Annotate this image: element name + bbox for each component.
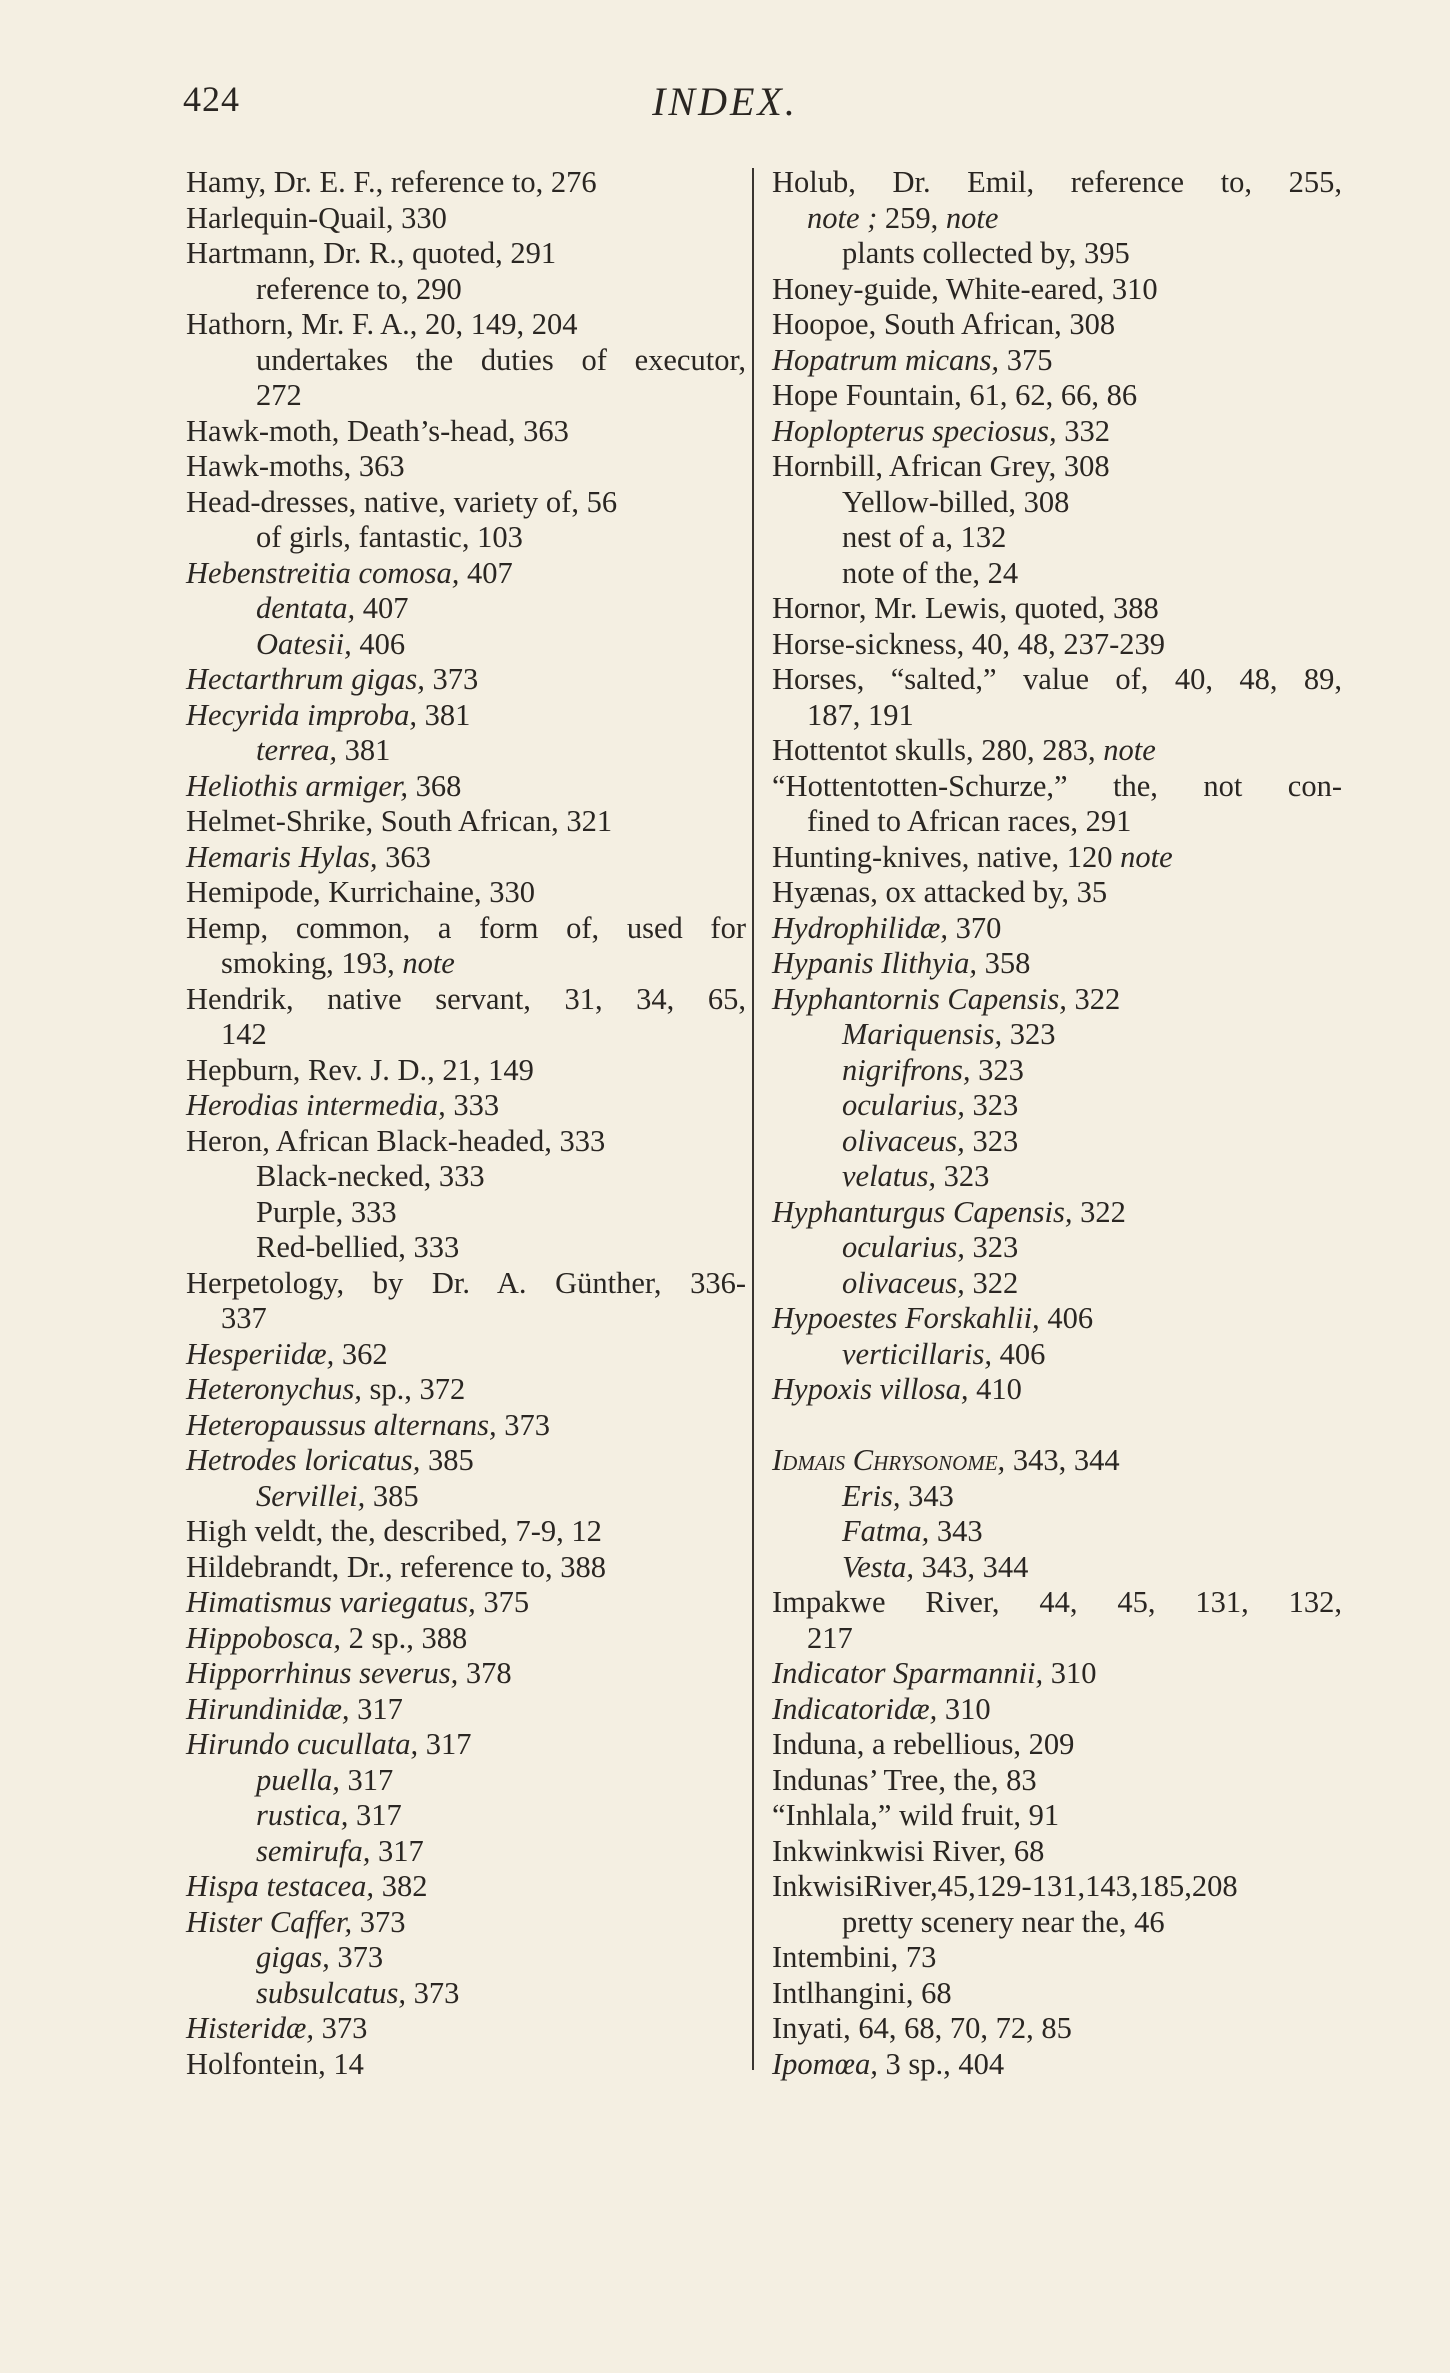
entry-term: Hawk-moth, Death’s-head, 363 (186, 413, 569, 448)
entry-pages: 370 (947, 910, 1002, 945)
index-entry (772, 272, 1342, 308)
index-entry (772, 1976, 1342, 2012)
entry-term: olivaceus, (842, 1265, 965, 1300)
index-entry (772, 1124, 1342, 1160)
index-entry (186, 804, 746, 840)
entry-pages: 373 (329, 1940, 384, 1974)
entry-term: Idmais Chrysonome, (772, 1443, 1006, 1477)
entry-term: Hawk-moths, 363 (186, 449, 405, 483)
index-column-right (772, 165, 1342, 2082)
index-entry (772, 733, 1342, 769)
entry-term: Hister Caffer, (186, 1904, 353, 1939)
entry-term: Hornor, Mr. Lewis, quoted, 388 (772, 591, 1159, 625)
entry-term: Horses, “salted,” value of, 40, 48, 89, (772, 662, 1342, 696)
index-entry (186, 165, 746, 201)
index-entry (772, 556, 1342, 592)
entry-term: plants collected by, 395 (842, 236, 1130, 270)
index-entry (186, 520, 746, 556)
entry-pages: 343, 344 (914, 1549, 1029, 1584)
index-entry (772, 946, 1342, 982)
index-entry (186, 1017, 746, 1053)
entry-pages: 406 (351, 626, 406, 661)
entry-pages: 407 (459, 555, 513, 590)
index-entry (186, 414, 746, 450)
index-entry (186, 1869, 746, 1905)
entry-pages: 406 (991, 1336, 1046, 1371)
index-entry (186, 272, 746, 308)
entry-pages: 363 (377, 839, 431, 874)
entry-term: olivaceus, (842, 1123, 965, 1158)
index-entry (772, 591, 1342, 627)
entry-term: Purple, 333 (256, 1194, 397, 1229)
entry-term: of girls, fantastic, 103 (256, 520, 523, 554)
entry-term: Hottentot skulls, 280, 283, (772, 733, 1096, 767)
entry-term: terrea, (256, 733, 338, 767)
entry-term: note of the, 24 (842, 555, 1019, 590)
index-entry (186, 307, 746, 343)
entry-term: Indunas’ Tree, the, 83 (772, 1762, 1037, 1797)
index-column-left (186, 165, 746, 2082)
entry-term: Induna, a rebellious, 209 (772, 1727, 1075, 1761)
index-entry (186, 556, 746, 592)
entry-term: Heteronychus, (186, 1372, 362, 1406)
entry-pages: 385 (420, 1443, 474, 1477)
index-entry (772, 1372, 1342, 1408)
index-entry (772, 1195, 1342, 1231)
entry-term: InkwisiRiver,45,129-131,143,185,208 (772, 1869, 1238, 1903)
entry-term: Ipomœa, (772, 2046, 878, 2081)
entry-term: nest of a, 132 (842, 520, 1007, 554)
entry-term: Heliothis armiger, (186, 768, 408, 803)
entry-term: Yellow-billed, 308 (842, 484, 1070, 519)
index-entry (772, 201, 1342, 237)
entry-term: subsulcatus, (256, 1975, 406, 2010)
index-entry (186, 1159, 746, 1195)
index-entry (186, 769, 746, 805)
entry-term: dentata, (256, 591, 356, 625)
index-entry (772, 1550, 1342, 1586)
index-entry (186, 1195, 746, 1231)
index-entry (772, 1479, 1342, 1515)
index-entry (186, 911, 746, 947)
entry-term: Helmet-Shrike, South African, 321 (186, 804, 613, 838)
entry-pages: 373 (424, 662, 479, 696)
index-entry (772, 1940, 1342, 1976)
entry-pages: 317 (349, 1691, 403, 1726)
entry-term: Herpetology, by Dr. A. Günther, 336- (186, 1265, 746, 1300)
entry-term: pretty scenery near the, 46 (842, 1904, 1165, 1939)
entry-term: High veldt, the, described, 7-9, 12 (186, 1514, 602, 1548)
index-entry (186, 1088, 746, 1124)
index-entry (772, 343, 1342, 379)
entry-term: Intembini, 73 (772, 1940, 937, 1974)
index-entry (186, 1301, 746, 1337)
index-entry (186, 875, 746, 911)
index-entry (186, 378, 746, 414)
index-entry (772, 520, 1342, 556)
entry-term: Hoopoe, South African, 308 (772, 307, 1116, 341)
entry-term: gigas, (256, 1940, 330, 1974)
index-entry (772, 769, 1342, 805)
entry-term: Inkwinkwisi River, 68 (772, 1833, 1045, 1868)
entry-term: Hebenstreitia comosa, (186, 555, 460, 590)
index-entry (186, 1514, 746, 1550)
entry-term: Vesta, (842, 1549, 915, 1584)
entry-term: Hippobosca, (186, 1620, 342, 1655)
entry-pages: 2 sp., 388 (341, 1620, 468, 1655)
index-entry (772, 875, 1342, 911)
index-entry (772, 1230, 1342, 1266)
entry-pages: 382 (374, 1869, 428, 1903)
index-entry (772, 1443, 1342, 1479)
entry-term: Hypanis Ilithyia, (772, 946, 977, 980)
column-divider (752, 168, 754, 2070)
index-entry (772, 804, 1342, 840)
entry-term: Intlhangini, 68 (772, 1975, 952, 2010)
entry-term: Hornbill, African Grey, 308 (772, 449, 1110, 483)
index-entry (186, 1053, 746, 1089)
entry-term: Histeridæ, (186, 2011, 314, 2045)
entry-term: Hesperiidæ, (186, 1336, 335, 1371)
entry-term: Horse-sickness, 40, 48, 237-239 (772, 626, 1166, 661)
index-entry (772, 378, 1342, 414)
entry-note: note (394, 946, 455, 980)
entry-term: fined to African races, 291 (807, 804, 1132, 838)
index-entry (186, 1337, 746, 1373)
entry-term: Black-necked, 333 (256, 1159, 485, 1193)
entry-term: Indicator Sparmannii, (772, 1656, 1044, 1690)
entry-pages: 368 (407, 768, 462, 803)
index-entry (186, 1940, 746, 1976)
index-entry (186, 1656, 746, 1692)
entry-pages: 323 (964, 1123, 1019, 1158)
index-entry (772, 627, 1342, 663)
entry-pages: 381 (337, 733, 391, 767)
index-entry (186, 1834, 746, 1870)
index-entry (186, 449, 746, 485)
index-entry (186, 1621, 746, 1657)
index-entry (186, 591, 746, 627)
index-entry (772, 1621, 1342, 1657)
entry-term: Indicatoridæ, (772, 1691, 938, 1726)
running-head: INDEX. (652, 79, 798, 124)
entry-term: Hyphantornis Capensis, (772, 981, 1067, 1016)
index-entry (186, 1266, 746, 1302)
entry-term: 217 (807, 1620, 853, 1655)
entry-term: Heteropaussus alternans, (186, 1407, 497, 1442)
index-entry (772, 1337, 1342, 1373)
index-entry (772, 982, 1342, 1018)
entry-pages: 259, (877, 200, 939, 235)
entry-term: Harlequin-Quail, 330 (186, 200, 447, 235)
page-number: 424 (183, 79, 240, 119)
entry-pages: 373 (352, 1904, 406, 1939)
index-entry (772, 1053, 1342, 1089)
index-entry (772, 1834, 1342, 1870)
entry-pages: 385 (365, 1478, 419, 1513)
entry-term: 337 (221, 1301, 267, 1335)
index-entry (772, 840, 1342, 876)
entry-term: velatus, (842, 1159, 937, 1193)
index-entry (186, 2011, 746, 2047)
index-entry (772, 1266, 1342, 1302)
entry-term: ocularius, (842, 1088, 965, 1122)
index-entry (186, 662, 746, 698)
index-entry (772, 1088, 1342, 1124)
index-entry (186, 1408, 746, 1444)
entry-term: Hipporrhinus severus, (186, 1656, 459, 1690)
entry-term: Oatesii, (256, 626, 352, 661)
index-entry (772, 307, 1342, 343)
index-entry (772, 1017, 1342, 1053)
index-entry (186, 982, 746, 1018)
index-entry (186, 2047, 746, 2083)
entry-pages: 375 (475, 1585, 530, 1619)
entry-term: Holub, Dr. Emil, reference to, 255, (772, 165, 1342, 199)
entry-pages: 343 (900, 1478, 954, 1513)
entry-term: “Hottentotten-Schurze,” the, not con- (772, 768, 1342, 803)
index-entry (772, 1159, 1342, 1195)
entry-pages: 375 (999, 342, 1053, 377)
entry-term: note ; (807, 200, 878, 235)
entry-term: semirufa, (256, 1833, 371, 1868)
entry-pages: 362 (334, 1336, 388, 1371)
entry-term: Hendrik, native servant, 31, 34, 65, (186, 981, 746, 1016)
entry-note: note (938, 200, 999, 235)
entry-pages: 343, 344 (1005, 1443, 1120, 1477)
index-entry (186, 1550, 746, 1586)
entry-term: Hirundinidæ, (186, 1691, 350, 1726)
entry-pages: 332 (1056, 413, 1111, 448)
entry-term: Hartmann, Dr. R., quoted, 291 (186, 236, 557, 270)
index-entry (772, 485, 1342, 521)
index-entry (772, 414, 1342, 450)
index-entry (186, 1763, 746, 1799)
entry-pages: 322 (964, 1265, 1019, 1300)
entry-term: Hildebrandt, Dr., reference to, 388 (186, 1549, 607, 1584)
entry-term: smoking, 193, (221, 946, 395, 980)
index-entry (186, 733, 746, 769)
entry-term: Servillei, (256, 1478, 366, 1513)
entry-pages: 373 (313, 2011, 368, 2045)
entry-pages: 310 (937, 1691, 991, 1726)
section-gap (772, 1408, 1342, 1444)
index-entry (186, 1124, 746, 1160)
entry-term: Hoplopterus speciosus, (772, 413, 1057, 448)
index-entry (772, 698, 1342, 734)
entry-pages: 323 (1002, 1017, 1056, 1051)
entry-pages: 323 (936, 1159, 990, 1193)
entry-pages: 322 (1072, 1194, 1126, 1229)
entry-term: Hyænas, ox attacked by, 35 (772, 875, 1108, 909)
entry-term: Hopatrum micans, (772, 342, 1000, 377)
entry-term: Hathorn, Mr. F. A., 20, 149, 204 (186, 307, 578, 341)
entry-term: Fatma, (842, 1514, 930, 1548)
entry-term: Hemp, common, a form of, used for (186, 910, 746, 945)
entry-term: Hyphanturgus Capensis, (772, 1194, 1073, 1229)
entry-term: Holfontein, 14 (186, 2046, 364, 2081)
entry-term: Hamy, Dr. E. F., reference to, 276 (186, 165, 597, 199)
index-entry (772, 1763, 1342, 1799)
index-entry (186, 1692, 746, 1728)
entry-pages: 310 (1043, 1656, 1097, 1690)
index-entry (186, 1798, 746, 1834)
entry-term: Heron, African Black-headed, 333 (186, 1123, 606, 1158)
index-entry (186, 1727, 746, 1763)
index-entry (186, 1443, 746, 1479)
entry-note: note (1112, 839, 1173, 874)
entry-pages: 343 (929, 1514, 983, 1548)
entry-term: Hypoxis villosa, (772, 1372, 969, 1406)
entry-term: rustica, (256, 1798, 349, 1832)
entry-term: ocularius, (842, 1230, 965, 1264)
entry-term: Herodias intermedia, (186, 1088, 446, 1122)
index-entry (186, 946, 746, 982)
index-entry (772, 1727, 1342, 1763)
index-entry (772, 911, 1342, 947)
index-entry (772, 1869, 1342, 1905)
entry-term: verticillaris, (842, 1336, 992, 1371)
entry-term: puella, (256, 1762, 340, 1797)
index-entry (772, 165, 1342, 201)
entry-pages: 373 (496, 1407, 551, 1442)
entry-term: Hydrophilidæ, (772, 910, 948, 945)
index-entry (186, 1479, 746, 1515)
entry-pages: 317 (339, 1762, 394, 1797)
entry-pages: 381 (416, 697, 471, 732)
index-entry (772, 1692, 1342, 1728)
entry-term: reference to, 290 (256, 271, 462, 306)
entry-term: Hemaris Hylas, (186, 839, 378, 874)
index-entry (186, 1976, 746, 2012)
entry-pages: 333 (445, 1088, 500, 1122)
entry-pages: 378 (458, 1656, 512, 1690)
index-entry (772, 1514, 1342, 1550)
entry-pages: 323 (964, 1088, 1019, 1122)
entry-term: Hecyrida improba, (186, 697, 417, 732)
entry-term: Hope Fountain, 61, 62, 66, 86 (772, 378, 1138, 412)
index-entry (186, 840, 746, 876)
entry-term: Eris, (842, 1478, 901, 1513)
index-entry (186, 485, 746, 521)
entry-term: Hispa testacea, (186, 1869, 375, 1903)
index-entry (186, 1905, 746, 1941)
entry-term: Hunting-knives, native, 120 (772, 839, 1113, 874)
index-entry (772, 1585, 1342, 1621)
index-entry (186, 236, 746, 272)
index-entry (186, 343, 746, 379)
entry-pages: 373 (405, 1975, 460, 2010)
index-entry (772, 2047, 1342, 2083)
entry-pages: 406 (1039, 1301, 1094, 1335)
entry-pages: 358 (977, 946, 1031, 980)
entry-pages: 322 (1066, 981, 1121, 1016)
index-entry (772, 662, 1342, 698)
entry-pages: 317 (348, 1798, 402, 1832)
entry-term: Inyati, 64, 68, 70, 72, 85 (772, 2011, 1072, 2045)
page-header (0, 78, 1450, 128)
index-entry (186, 627, 746, 663)
entry-term: Hirundo cucullata, (186, 1727, 419, 1761)
entry-pages: 317 (418, 1727, 472, 1761)
entry-term: undertakes the duties of executor, (256, 342, 746, 377)
index-entry (772, 1301, 1342, 1337)
index-entry (772, 1798, 1342, 1834)
entry-term: Hepburn, Rev. J. D., 21, 149 (186, 1052, 534, 1087)
index-entry (772, 1905, 1342, 1941)
entry-term: 187, 191 (807, 697, 914, 732)
entry-term: Hemipode, Kurrichaine, 330 (186, 875, 535, 909)
entry-pages: sp., 372 (361, 1372, 466, 1406)
entry-pages: 323 (970, 1052, 1024, 1087)
entry-term: 142 (221, 1017, 267, 1051)
entry-pages: 323 (964, 1230, 1019, 1264)
index-entry (772, 2011, 1342, 2047)
entry-term: “Inhlala,” wild fruit, 91 (772, 1798, 1060, 1832)
entry-pages: 3 sp., 404 (877, 2046, 1005, 2081)
index-entry (186, 1230, 746, 1266)
entry-term: Hetrodes loricatus, (186, 1443, 421, 1477)
entry-note: note (1095, 733, 1156, 767)
entry-pages: 407 (355, 591, 409, 625)
entry-term: Mariquensis, (842, 1017, 1003, 1051)
index-entry (772, 449, 1342, 485)
entry-term: Red-bellied, 333 (256, 1230, 460, 1264)
index-entry (772, 1656, 1342, 1692)
entry-term: 272 (256, 378, 302, 412)
entry-term: Hectarthrum gigas, (186, 662, 425, 696)
entry-pages: 317 (370, 1833, 424, 1868)
entry-term: Impakwe River, 44, 45, 131, 132, (772, 1585, 1342, 1619)
entry-term: Head-dresses, native, variety of, 56 (186, 484, 618, 519)
entry-term: Himatismus variegatus, (186, 1585, 476, 1619)
index-entry (772, 236, 1342, 272)
entry-term: Honey-guide, White-eared, 310 (772, 271, 1158, 306)
index-entry (186, 201, 746, 237)
entry-term: nigrifrons, (842, 1052, 971, 1087)
index-entry (186, 1585, 746, 1621)
index-entry (186, 698, 746, 734)
entry-term: Hypoestes Forskahlii, (772, 1301, 1040, 1335)
index-entry (186, 1372, 746, 1408)
entry-pages: 410 (968, 1372, 1022, 1406)
